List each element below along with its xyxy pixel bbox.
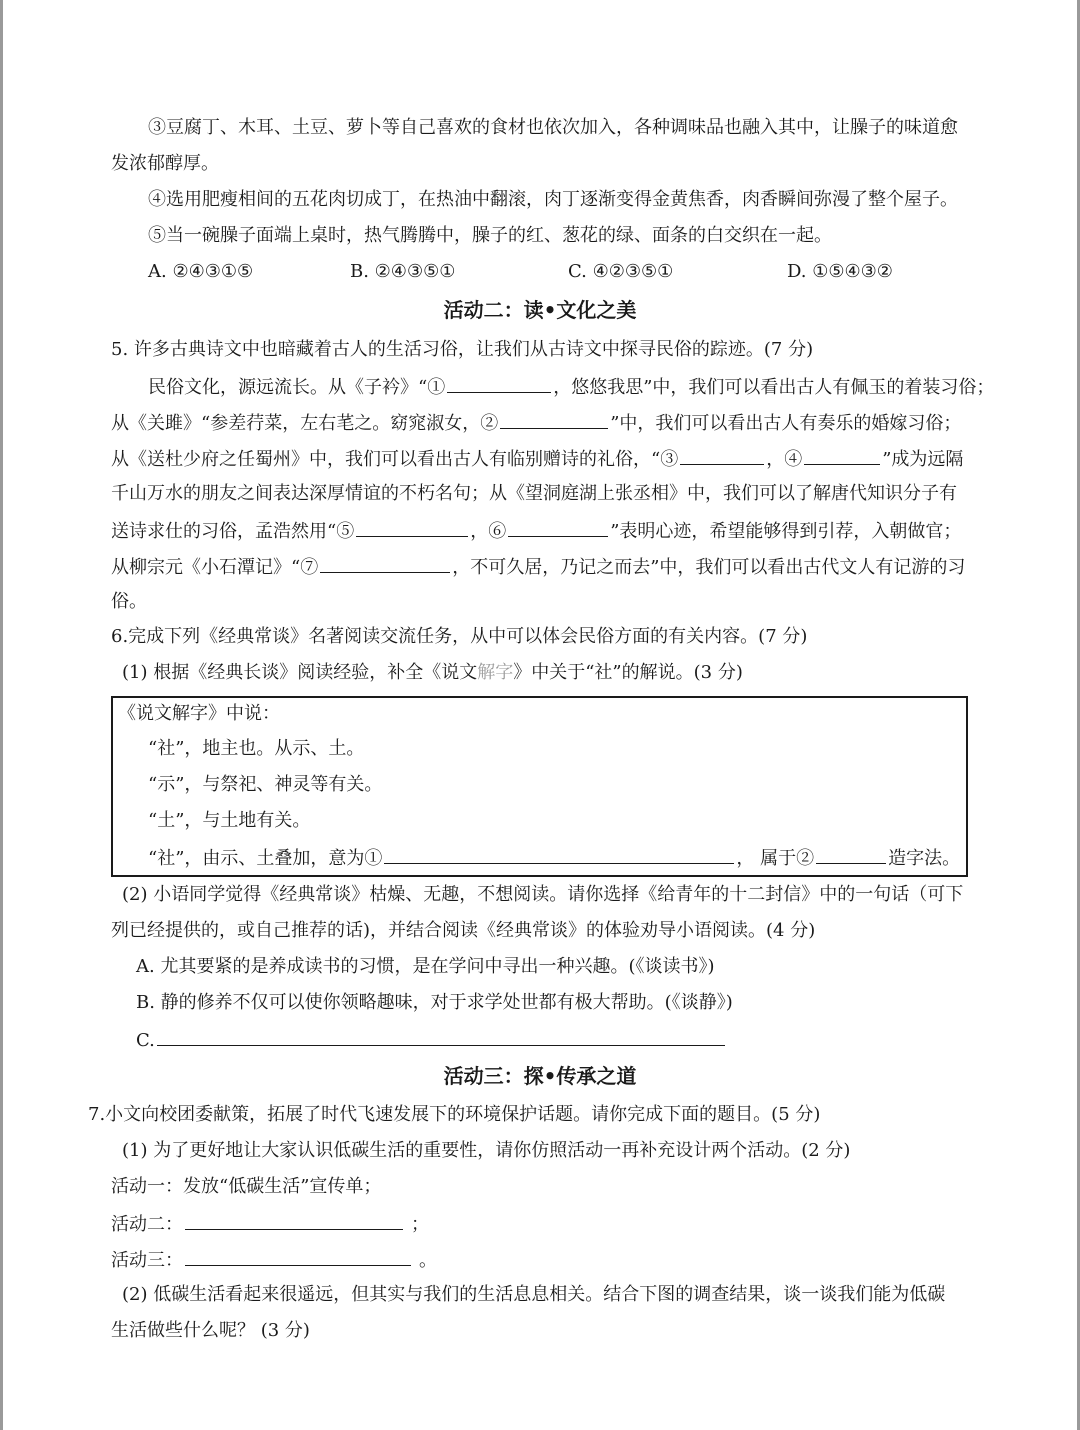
q6-option-c-blank[interactable] [157,1027,725,1046]
q5-blank-3[interactable] [680,446,764,465]
q6-part-1-text-faded: 解字 [477,662,514,683]
q5-line-2-text-a: 从《关雎》“参差荇菜，左右芼之。窈窕淑女，② [111,413,499,434]
q5-line-5-text-a: 送诗求仕的习俗，孟浩然用“⑤ [111,521,355,542]
q4-option-a[interactable]: A. ②④③①⑤ [148,261,254,282]
q4-sentence-4: ④选用肥瘦相间的五花肉切成丁，在热油中翻滚，肉丁逐渐变得金黄焦香，肉香瞬间弥漫了整个屋子。 [148,189,958,210]
q7-activity-2-end: ； [411,1214,429,1235]
box-line-5 [148,845,960,871]
q6-part-2-line1: (2) 小语同学觉得《经典常谈》枯燥、无趣，不想阅读。请你选择《给青年的十二封信》中的一句话（可下 [122,884,964,905]
q7-part-2-line2: 生活做些什么呢？ (3 分) [111,1320,310,1341]
q7-activity-1: 活动一：发放“低碳生活”宣传单； [111,1176,382,1197]
box-line-1: 《说文解字》中说： [118,703,280,724]
q6-option-b: B. 静的修养不仅可以使你领略趣味，对于求学处世都有极大帮助。(《谈静》) [136,992,733,1013]
box-line-3: “示”，与祭祀、神灵等有关。 [148,774,383,795]
q5-line-3-text-c: ”成为远隔 [882,449,964,470]
q5-line-5-text-c: ”表明心迹，希望能够得到引荐，入朝做官； [610,521,962,542]
q7-activity-2-blank[interactable] [185,1211,403,1230]
activity-3-heading: 活动三：探•传承之道 [443,1064,637,1088]
box-line-4: “土”，与土地有关。 [148,810,311,831]
q5-blank-2[interactable] [500,410,608,429]
q5-line-5-text-b: ，⑥ [470,521,507,542]
q5-line-2-text-b: ”中，我们可以看出古人有奏乐的婚嫁习俗； [610,413,962,434]
q5-line-4: 千山万水的朋友之间表达深厚情谊的不朽名句；从《望洞庭湖上张丞相》中，我们可以了解唐代知识分子有 [111,483,957,504]
box-line-5-text-b: ， 属于② [736,848,815,869]
q5-line-1-text-b: ，悠悠我思”中，我们可以看出古人有佩玉的着装习俗； [553,377,995,398]
q5-line-5 [111,518,961,544]
q5-blank-5[interactable] [356,518,468,537]
q4-sentence-5: ⑤当一碗臊子面端上桌时，热气腾腾中，臊子的红、葱花的绿、面条的白交织在一起。 [148,225,832,246]
q5-line-6-text-a: 从柳宗元《小石潭记》“⑦ [111,557,319,578]
q6-part-1 [122,661,743,685]
q5-blank-1[interactable] [447,374,551,393]
q6-part-1-text-a: (1) 根据《经典长谈》阅读经验，补全《说文 [122,662,478,683]
q4-option-b[interactable]: B. ②④③⑤① [350,261,456,282]
q5-line-1-text-a: 民俗文化，源远流长。从《子衿》“① [148,377,446,398]
box-line-5-text-c: 造字法。 [888,848,961,869]
q7-activity-2 [111,1211,429,1237]
box-blank-1[interactable] [384,845,734,864]
q5-blank-4[interactable] [804,446,880,465]
q7-stem: 7.小文向校团委献策，拓展了时代飞速发展下的环境保护话题。请你完成下面的题目。(5 分) [88,1104,821,1125]
q5-line-6-text-b: ，不可久居，乃记之而去”中，我们可以看出古代文人有记游的习 [452,557,966,578]
q4-option-c[interactable]: C. ④②③⑤① [568,261,674,282]
q7-activity-2-label: 活动二： [111,1214,183,1235]
q7-activity-3 [111,1247,437,1273]
q7-part-1: (1) 为了更好地让大家认识低碳生活的重要性，请你仿照活动一再补充设计两个活动。(2 分) [122,1140,851,1161]
q6-part-2-line2: 列已经提供的，或自己推荐的话)，并结合阅读《经典常谈》的体验劝导小语阅读。(4 分) [111,920,816,941]
box-blank-2[interactable] [816,845,886,864]
activity-2-heading: 活动二：读•文化之美 [443,298,637,322]
q4-option-d[interactable]: D. ①⑤④③② [787,261,893,282]
q5-blank-7[interactable] [320,554,450,573]
q5-line-3 [111,446,963,472]
q6-part-1-text-c: 》中关于“社”的解说。(3 分) [513,662,743,683]
q5-line-2 [111,410,961,436]
q4-sentence-3-line1: ③豆腐丁、木耳、土豆、萝卜等自己喜欢的食材也依次加入，各种调味品也融入其中，让臊子的味道愈 [148,117,958,138]
page-left-edge [0,0,3,1430]
q5-blank-6[interactable] [508,518,608,537]
q4-sentence-3-line2: 发浓郁醇厚。 [111,153,219,174]
q5-line-1 [148,374,994,400]
q7-part-2-line1: (2) 低碳生活看起来很遥远，但其实与我们的生活息息相关。结合下图的调查结果，谈一谈我们能为低碳 [122,1284,946,1305]
q5-line-3-text-b: ，④ [766,449,803,470]
q6-stem: 6.完成下列《经典常谈》名著阅读交流任务，从中可以体会民俗方面的有关内容。(7 分) [111,626,808,647]
q5-stem: 5. 许多古典诗文中也暗藏着古人的生活习俗，让我们从古诗文中探寻民俗的踪迹。(7 分) [111,339,814,360]
q6-option-a: A. 尤其要紧的是养成读书的习惯，是在学问中寻出一种兴趣。(《谈读书》) [136,956,715,977]
q7-activity-3-blank[interactable] [185,1247,411,1266]
q5-line-7: 俗。 [111,591,147,612]
box-line-5-text-a: “社”，由示、土叠加，意为① [148,848,383,869]
box-line-2: “社”，地主也。从示、土。 [148,738,365,759]
q5-line-3-text-a: 从《送杜少府之任蜀州》中，我们可以看出古人有临别赠诗的礼俗，“③ [111,449,679,470]
q7-activity-3-end: 。 [419,1250,437,1271]
q5-line-6 [111,554,965,580]
q6-option-c-label: C. [136,1030,155,1051]
q6-option-c [136,1027,727,1053]
q7-activity-3-label: 活动三： [111,1250,183,1271]
